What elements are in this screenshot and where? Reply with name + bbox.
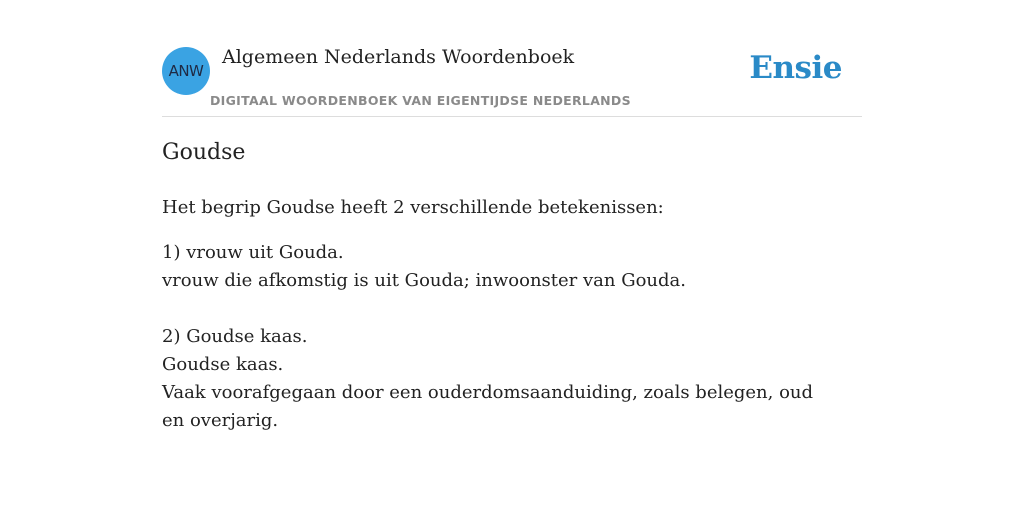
- meaning-heading: 2) Goudse kaas.: [162, 326, 308, 347]
- meaning-text: Vaak voorafgegaan door een ouderdomsaanduiding, zoals belegen, oud en overjarig.: [162, 382, 814, 431]
- entry-title: Goudse: [162, 140, 246, 165]
- site-subtitle: DIGITAAL WOORDENBOEK VAN EIGENTIJDSE NEDERLANDS: [210, 93, 631, 108]
- meaning-2: [162, 323, 822, 435]
- anw-logo[interactable]: ANW: [162, 47, 210, 95]
- meaning-heading: 1) vrouw uit Gouda.: [162, 242, 344, 263]
- meaning-text: vrouw die afkomstig is uit Gouda; inwoonster van Gouda.: [162, 270, 687, 291]
- ensie-brand-logo[interactable]: Ensie: [749, 50, 842, 86]
- page-container: [162, 0, 862, 431]
- meaning-text: Goudse kaas.: [162, 354, 284, 375]
- definitions-list: [162, 239, 822, 435]
- site-title[interactable]: Algemeen Nederlands Woordenboek: [222, 46, 575, 68]
- meaning-1: [162, 239, 822, 295]
- site-header: [162, 0, 862, 117]
- meaning-separator: [162, 295, 822, 323]
- entry-intro: Het begrip Goudse heeft 2 verschillende betekenissen:: [162, 197, 664, 218]
